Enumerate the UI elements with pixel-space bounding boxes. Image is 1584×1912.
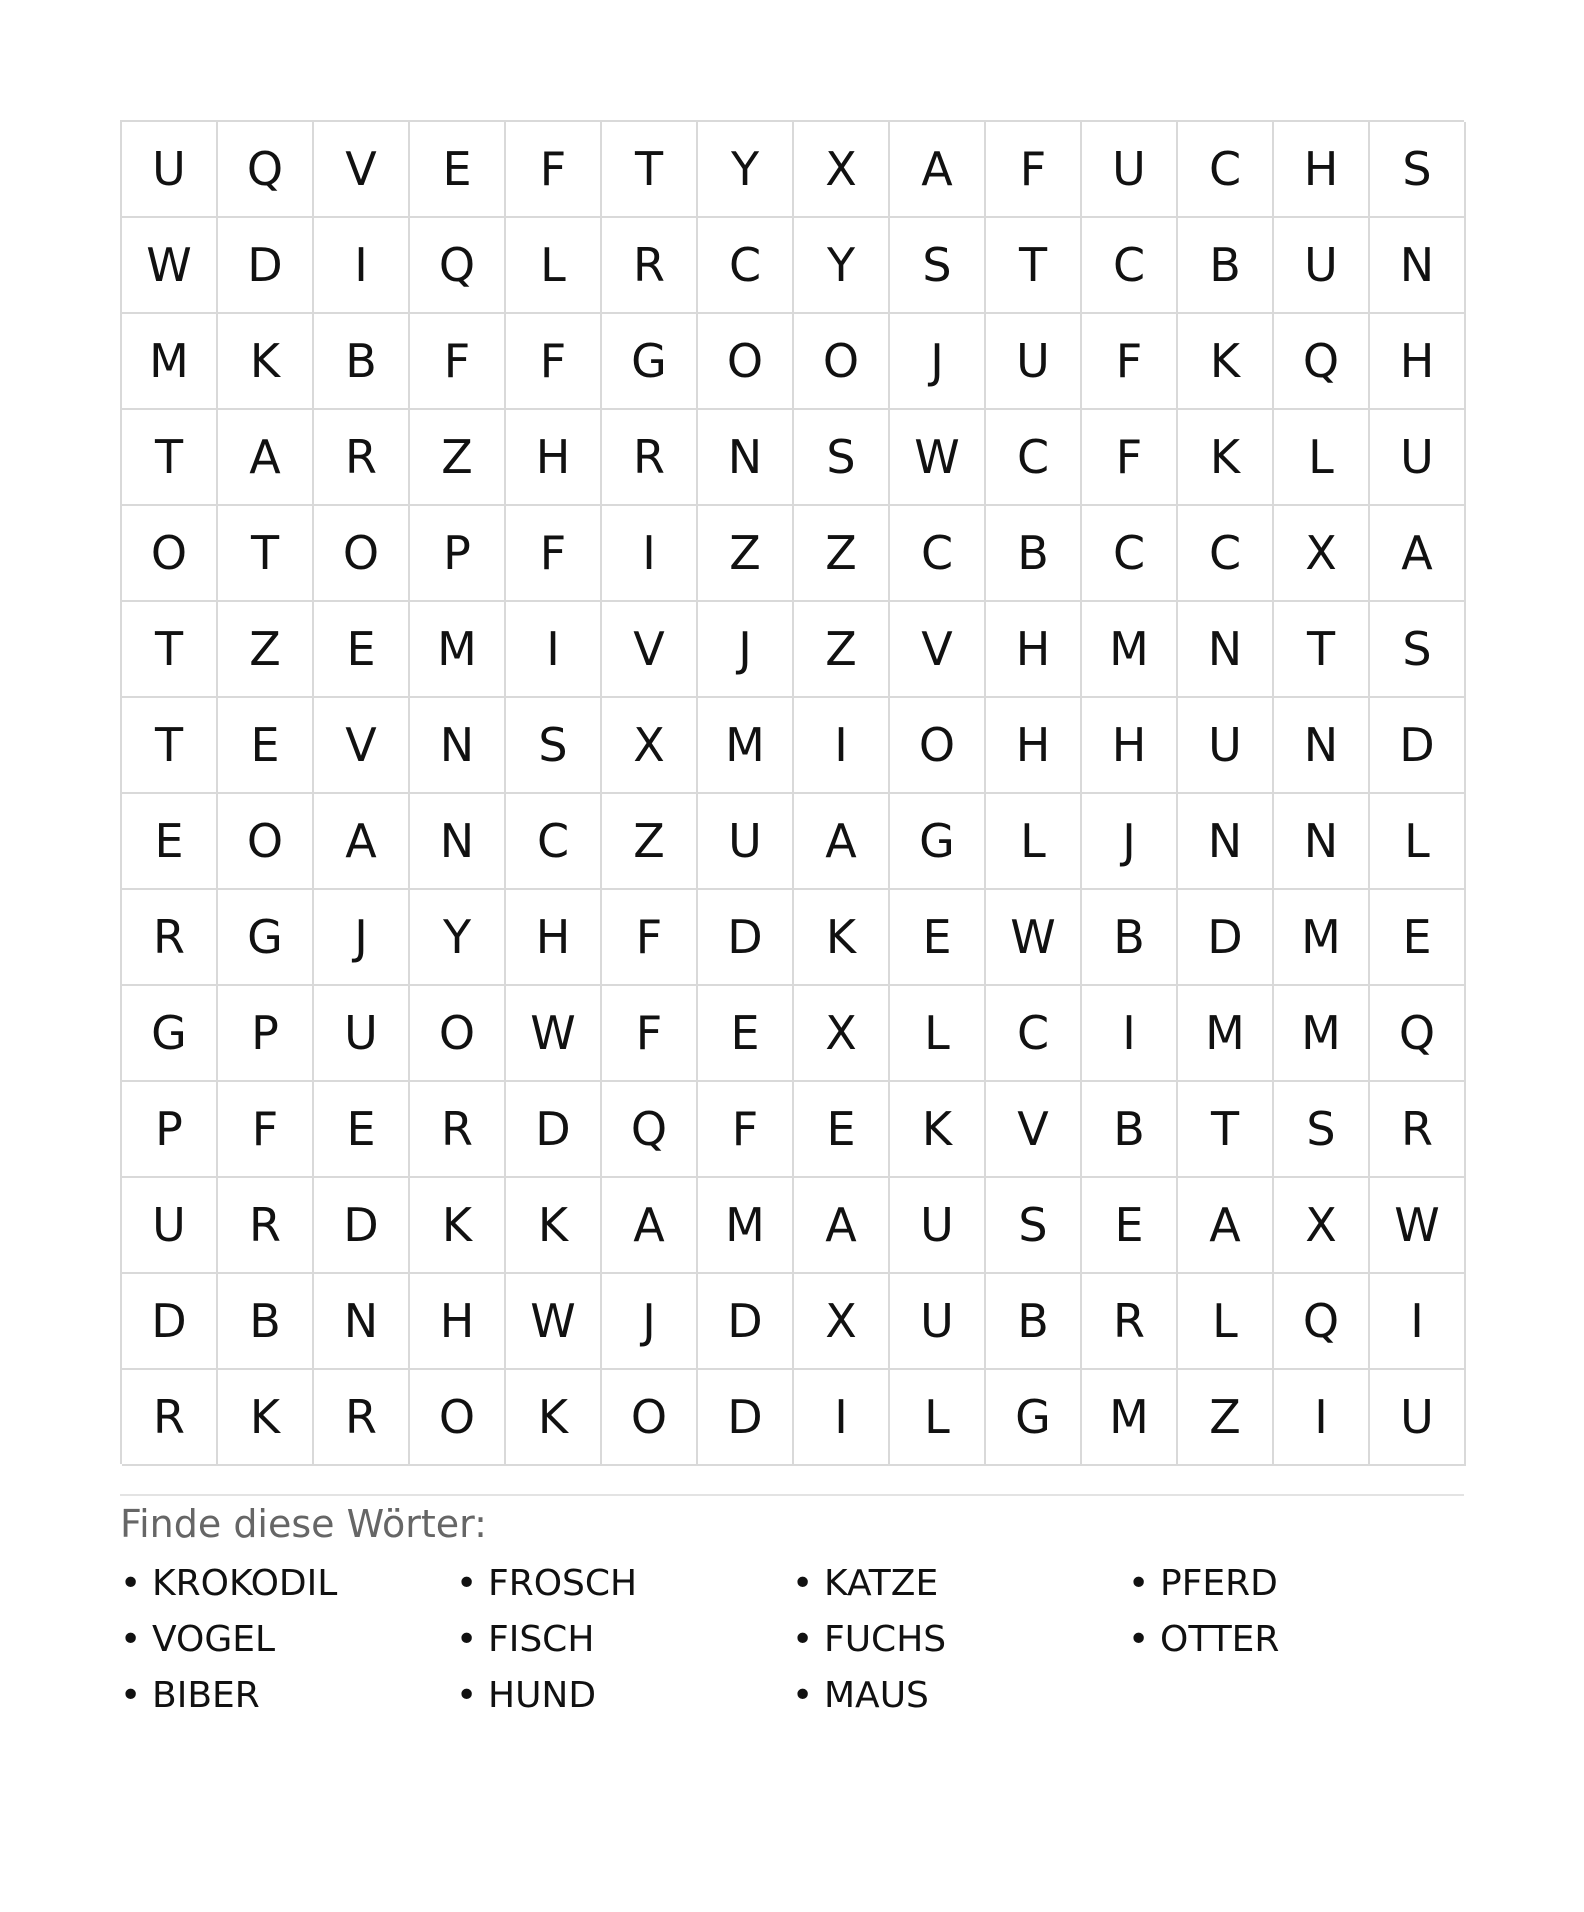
grid-cell[interactable]: O — [698, 314, 794, 410]
grid-cell[interactable]: M — [1082, 602, 1178, 698]
grid-cell[interactable]: P — [218, 986, 314, 1082]
grid-cell[interactable]: E — [314, 1082, 410, 1178]
grid-cell[interactable]: M — [698, 698, 794, 794]
word-list-item — [120, 1612, 456, 1668]
grid-cell[interactable]: D — [122, 1274, 218, 1370]
grid-cell[interactable]: Q — [218, 122, 314, 218]
grid-cell[interactable]: A — [794, 794, 890, 890]
grid-cell[interactable]: C — [1082, 506, 1178, 602]
bullet-icon: • — [792, 1675, 814, 1716]
word-list-item — [456, 1668, 792, 1724]
grid-cell[interactable]: U — [986, 314, 1082, 410]
grid-cell[interactable]: U — [890, 1274, 986, 1370]
grid-cell[interactable]: T — [1274, 602, 1370, 698]
grid-cell[interactable]: E — [314, 602, 410, 698]
grid-cell[interactable]: M — [1082, 1370, 1178, 1466]
grid-cell[interactable]: N — [410, 794, 506, 890]
bullet-icon: • — [120, 1563, 142, 1604]
grid-cell[interactable]: O — [410, 986, 506, 1082]
grid-cell[interactable]: O — [794, 314, 890, 410]
grid-cell[interactable]: L — [890, 986, 986, 1082]
grid-cell[interactable]: B — [1178, 218, 1274, 314]
grid-cell[interactable]: M — [1274, 890, 1370, 986]
grid-cell[interactable]: A — [314, 794, 410, 890]
grid-cell[interactable]: X — [1274, 506, 1370, 602]
grid-cell[interactable]: D — [218, 218, 314, 314]
grid-cell[interactable]: Q — [1370, 986, 1466, 1082]
grid-cell[interactable]: B — [986, 1274, 1082, 1370]
grid-cell[interactable]: F — [218, 1082, 314, 1178]
word-list — [120, 1556, 1464, 1724]
bullet-icon: • — [456, 1563, 478, 1604]
grid-cell[interactable]: M — [698, 1178, 794, 1274]
grid-cell[interactable]: I — [794, 1370, 890, 1466]
grid-cell[interactable]: H — [506, 890, 602, 986]
grid-cell[interactable]: S — [1370, 122, 1466, 218]
letter-grid — [120, 120, 1464, 1464]
grid-cell[interactable]: O — [602, 1370, 698, 1466]
grid-cell[interactable]: M — [1178, 986, 1274, 1082]
grid-cell[interactable]: H — [410, 1274, 506, 1370]
grid-cell[interactable]: K — [506, 1178, 602, 1274]
grid-cell[interactable]: W — [986, 890, 1082, 986]
grid-cell[interactable]: R — [602, 218, 698, 314]
grid-cell[interactable]: N — [1370, 218, 1466, 314]
grid-cell[interactable]: C — [1178, 506, 1274, 602]
word-list-item — [120, 1668, 456, 1724]
grid-cell[interactable]: K — [1178, 314, 1274, 410]
grid-cell[interactable]: A — [1370, 506, 1466, 602]
grid-cell[interactable]: I — [602, 506, 698, 602]
grid-cell[interactable]: U — [1082, 122, 1178, 218]
grid-cell[interactable]: C — [986, 986, 1082, 1082]
grid-cell[interactable]: F — [506, 314, 602, 410]
grid-cell[interactable]: T — [218, 506, 314, 602]
grid-cell[interactable]: N — [314, 1274, 410, 1370]
grid-cell[interactable]: F — [506, 506, 602, 602]
grid-cell[interactable]: Q — [410, 218, 506, 314]
grid-cell[interactable]: V — [314, 698, 410, 794]
grid-cell[interactable]: Y — [794, 218, 890, 314]
word-label: FROSCH — [488, 1563, 638, 1604]
word-list-item — [456, 1612, 792, 1668]
word-label: HUND — [488, 1675, 597, 1716]
grid-cell[interactable]: D — [314, 1178, 410, 1274]
grid-cell[interactable]: Z — [794, 506, 890, 602]
grid-cell[interactable]: V — [986, 1082, 1082, 1178]
grid-cell[interactable]: B — [314, 314, 410, 410]
grid-cell[interactable]: P — [122, 1082, 218, 1178]
bullet-icon: • — [120, 1675, 142, 1716]
grid-cell[interactable]: A — [794, 1178, 890, 1274]
grid-cell[interactable]: I — [1274, 1370, 1370, 1466]
grid-cell[interactable]: G — [218, 890, 314, 986]
grid-cell[interactable]: S — [794, 410, 890, 506]
grid-cell[interactable]: K — [410, 1178, 506, 1274]
grid-cell[interactable]: R — [1082, 1274, 1178, 1370]
grid-cell[interactable]: F — [1082, 314, 1178, 410]
grid-cell[interactable]: V — [602, 602, 698, 698]
grid-cell[interactable]: R — [122, 1370, 218, 1466]
grid-cell[interactable]: E — [410, 122, 506, 218]
grid-cell[interactable]: X — [794, 1274, 890, 1370]
grid-cell[interactable]: E — [122, 794, 218, 890]
grid-cell[interactable]: I — [506, 602, 602, 698]
grid-cell[interactable]: T — [1178, 1082, 1274, 1178]
grid-cell[interactable]: H — [986, 602, 1082, 698]
grid-cell[interactable]: F — [602, 986, 698, 1082]
grid-cell[interactable]: F — [1082, 410, 1178, 506]
grid-cell[interactable]: X — [794, 122, 890, 218]
grid-cell[interactable]: D — [698, 1274, 794, 1370]
grid-cell[interactable]: X — [1274, 1178, 1370, 1274]
word-label: KROKODIL — [152, 1563, 338, 1604]
word-label: OTTER — [1160, 1619, 1280, 1660]
grid-cell[interactable]: K — [890, 1082, 986, 1178]
grid-cell[interactable]: U — [122, 122, 218, 218]
grid-cell[interactable]: A — [1178, 1178, 1274, 1274]
grid-cell[interactable]: O — [314, 506, 410, 602]
grid-cell[interactable]: M — [1274, 986, 1370, 1082]
grid-cell[interactable]: W — [890, 410, 986, 506]
grid-cell[interactable]: K — [794, 890, 890, 986]
bullet-icon: • — [792, 1563, 814, 1604]
grid-cell[interactable]: O — [122, 506, 218, 602]
word-label: PFERD — [1160, 1563, 1278, 1604]
grid-cell[interactable]: G — [122, 986, 218, 1082]
grid-cell[interactable]: J — [602, 1274, 698, 1370]
grid-cell[interactable]: X — [602, 698, 698, 794]
word-label: FISCH — [488, 1619, 595, 1660]
word-list-item — [792, 1668, 1128, 1724]
grid-cell[interactable]: B — [1082, 890, 1178, 986]
grid-cell[interactable]: L — [1178, 1274, 1274, 1370]
grid-cell[interactable]: S — [1274, 1082, 1370, 1178]
grid-cell[interactable]: A — [218, 410, 314, 506]
divider — [120, 1494, 1464, 1496]
grid-cell[interactable]: T — [122, 698, 218, 794]
word-list-item — [792, 1612, 1128, 1668]
grid-cell[interactable]: R — [122, 890, 218, 986]
grid-cell[interactable]: E — [1082, 1178, 1178, 1274]
grid-cell[interactable]: J — [1082, 794, 1178, 890]
grid-cell[interactable]: K — [506, 1370, 602, 1466]
grid-cell[interactable]: H — [1370, 314, 1466, 410]
grid-cell[interactable]: Q — [1274, 314, 1370, 410]
grid-cell[interactable]: T — [122, 410, 218, 506]
grid-cell[interactable]: C — [890, 506, 986, 602]
word-list-heading: Finde diese Wörter: — [120, 1502, 487, 1546]
grid-cell[interactable]: F — [410, 314, 506, 410]
bullet-icon: • — [1128, 1619, 1150, 1660]
grid-cell[interactable]: B — [1082, 1082, 1178, 1178]
grid-cell[interactable]: H — [986, 698, 1082, 794]
grid-cell[interactable]: N — [410, 698, 506, 794]
grid-cell[interactable]: O — [218, 794, 314, 890]
grid-cell[interactable]: Z — [218, 602, 314, 698]
grid-cell[interactable]: W — [1370, 1178, 1466, 1274]
grid-cell[interactable]: W — [506, 1274, 602, 1370]
grid-cell[interactable]: Q — [1274, 1274, 1370, 1370]
grid-cell[interactable]: J — [698, 602, 794, 698]
grid-cell[interactable]: R — [602, 410, 698, 506]
word-label: VOGEL — [152, 1619, 276, 1660]
grid-cell[interactable]: T — [602, 122, 698, 218]
grid-cell[interactable]: U — [698, 794, 794, 890]
grid-cell[interactable]: N — [698, 410, 794, 506]
grid-cell[interactable]: F — [506, 122, 602, 218]
grid-cell[interactable]: S — [986, 1178, 1082, 1274]
grid-cell[interactable]: U — [1178, 698, 1274, 794]
grid-cell[interactable]: N — [1274, 794, 1370, 890]
grid-cell[interactable]: E — [1370, 890, 1466, 986]
grid-cell[interactable]: T — [122, 602, 218, 698]
grid-cell[interactable]: M — [410, 602, 506, 698]
grid-cell[interactable]: F — [698, 1082, 794, 1178]
grid-cell[interactable]: N — [1274, 698, 1370, 794]
grid-cell[interactable]: U — [890, 1178, 986, 1274]
grid-cell[interactable]: W — [122, 218, 218, 314]
grid-cell[interactable]: E — [218, 698, 314, 794]
grid-cell[interactable]: U — [122, 1178, 218, 1274]
grid-cell[interactable]: U — [1370, 1370, 1466, 1466]
grid-cell[interactable]: D — [1178, 890, 1274, 986]
word-label: FUCHS — [824, 1619, 947, 1660]
grid-cell[interactable]: D — [1370, 698, 1466, 794]
grid-cell[interactable]: Z — [410, 410, 506, 506]
word-list-item — [456, 1556, 792, 1612]
grid-cell[interactable]: R — [1370, 1082, 1466, 1178]
word-label: KATZE — [824, 1563, 939, 1604]
grid-cell[interactable]: L — [1370, 794, 1466, 890]
grid-cell[interactable]: C — [506, 794, 602, 890]
bullet-icon: • — [120, 1619, 142, 1660]
grid-cell[interactable]: H — [1082, 698, 1178, 794]
grid-cell[interactable]: K — [218, 314, 314, 410]
grid-cell[interactable]: R — [314, 1370, 410, 1466]
grid-cell[interactable]: D — [506, 1082, 602, 1178]
grid-cell[interactable]: O — [410, 1370, 506, 1466]
grid-cell[interactable]: G — [602, 314, 698, 410]
grid-cell[interactable]: Y — [410, 890, 506, 986]
bullet-icon: • — [1128, 1563, 1150, 1604]
bullet-icon: • — [456, 1675, 478, 1716]
grid-cell[interactable]: R — [410, 1082, 506, 1178]
grid-cell[interactable]: Z — [602, 794, 698, 890]
grid-cell[interactable]: J — [890, 314, 986, 410]
grid-cell[interactable]: Z — [698, 506, 794, 602]
grid-cell[interactable]: D — [698, 890, 794, 986]
grid-cell[interactable]: Q — [602, 1082, 698, 1178]
grid-cell[interactable]: R — [314, 410, 410, 506]
grid-cell[interactable]: K — [218, 1370, 314, 1466]
grid-cell[interactable]: L — [890, 1370, 986, 1466]
grid-cell[interactable]: C — [698, 218, 794, 314]
grid-cell[interactable]: B — [986, 506, 1082, 602]
grid-cell[interactable]: I — [794, 698, 890, 794]
grid-cell[interactable]: I — [314, 218, 410, 314]
grid-cell[interactable]: U — [1370, 410, 1466, 506]
grid-cell[interactable]: C — [1178, 122, 1274, 218]
grid-cell[interactable]: H — [506, 410, 602, 506]
grid-cell[interactable]: C — [986, 410, 1082, 506]
grid-cell[interactable]: Z — [1178, 1370, 1274, 1466]
grid-cell[interactable]: F — [986, 122, 1082, 218]
word-list-item — [1128, 1556, 1464, 1612]
grid-cell[interactable]: W — [506, 986, 602, 1082]
grid-cell[interactable]: L — [1274, 410, 1370, 506]
bullet-icon: • — [792, 1619, 814, 1660]
grid-cell[interactable]: M — [122, 314, 218, 410]
grid-cell[interactable]: K — [1178, 410, 1274, 506]
grid-cell[interactable]: U — [314, 986, 410, 1082]
grid-cell[interactable]: L — [986, 794, 1082, 890]
grid-cell[interactable]: E — [794, 1082, 890, 1178]
grid-cell[interactable]: X — [794, 986, 890, 1082]
grid-cell[interactable]: G — [986, 1370, 1082, 1466]
grid-cell[interactable]: V — [890, 602, 986, 698]
grid-cell[interactable]: G — [890, 794, 986, 890]
grid-cell[interactable]: A — [602, 1178, 698, 1274]
grid-cell[interactable]: U — [1274, 218, 1370, 314]
grid-cell[interactable]: V — [314, 122, 410, 218]
grid-cell[interactable]: E — [698, 986, 794, 1082]
bullet-icon: • — [456, 1619, 478, 1660]
grid-cell[interactable]: Z — [794, 602, 890, 698]
grid-cell[interactable]: B — [218, 1274, 314, 1370]
grid-cell[interactable]: D — [698, 1370, 794, 1466]
grid-cell[interactable]: R — [218, 1178, 314, 1274]
grid-cell[interactable]: I — [1370, 1274, 1466, 1370]
grid-cell[interactable]: I — [1082, 986, 1178, 1082]
grid-cell[interactable]: S — [506, 698, 602, 794]
word-list-item — [120, 1556, 456, 1612]
word-list-item — [1128, 1612, 1464, 1668]
grid-cell[interactable]: Y — [698, 122, 794, 218]
grid-cell[interactable]: N — [1178, 794, 1274, 890]
word-label: BIBER — [152, 1675, 260, 1716]
grid-cell[interactable]: A — [890, 122, 986, 218]
grid-cell[interactable]: N — [1178, 602, 1274, 698]
grid-cell[interactable]: O — [890, 698, 986, 794]
grid-cell[interactable]: C — [1082, 218, 1178, 314]
word-label: MAUS — [824, 1675, 929, 1716]
grid-cell[interactable]: P — [410, 506, 506, 602]
grid-cell[interactable]: T — [986, 218, 1082, 314]
grid-cell[interactable]: S — [1370, 602, 1466, 698]
grid-cell[interactable]: S — [890, 218, 986, 314]
word-list-item — [792, 1556, 1128, 1612]
grid-cell[interactable]: E — [890, 890, 986, 986]
grid-cell[interactable]: L — [506, 218, 602, 314]
grid-cell[interactable]: F — [602, 890, 698, 986]
grid-cell[interactable]: J — [314, 890, 410, 986]
grid-cell[interactable]: H — [1274, 122, 1370, 218]
